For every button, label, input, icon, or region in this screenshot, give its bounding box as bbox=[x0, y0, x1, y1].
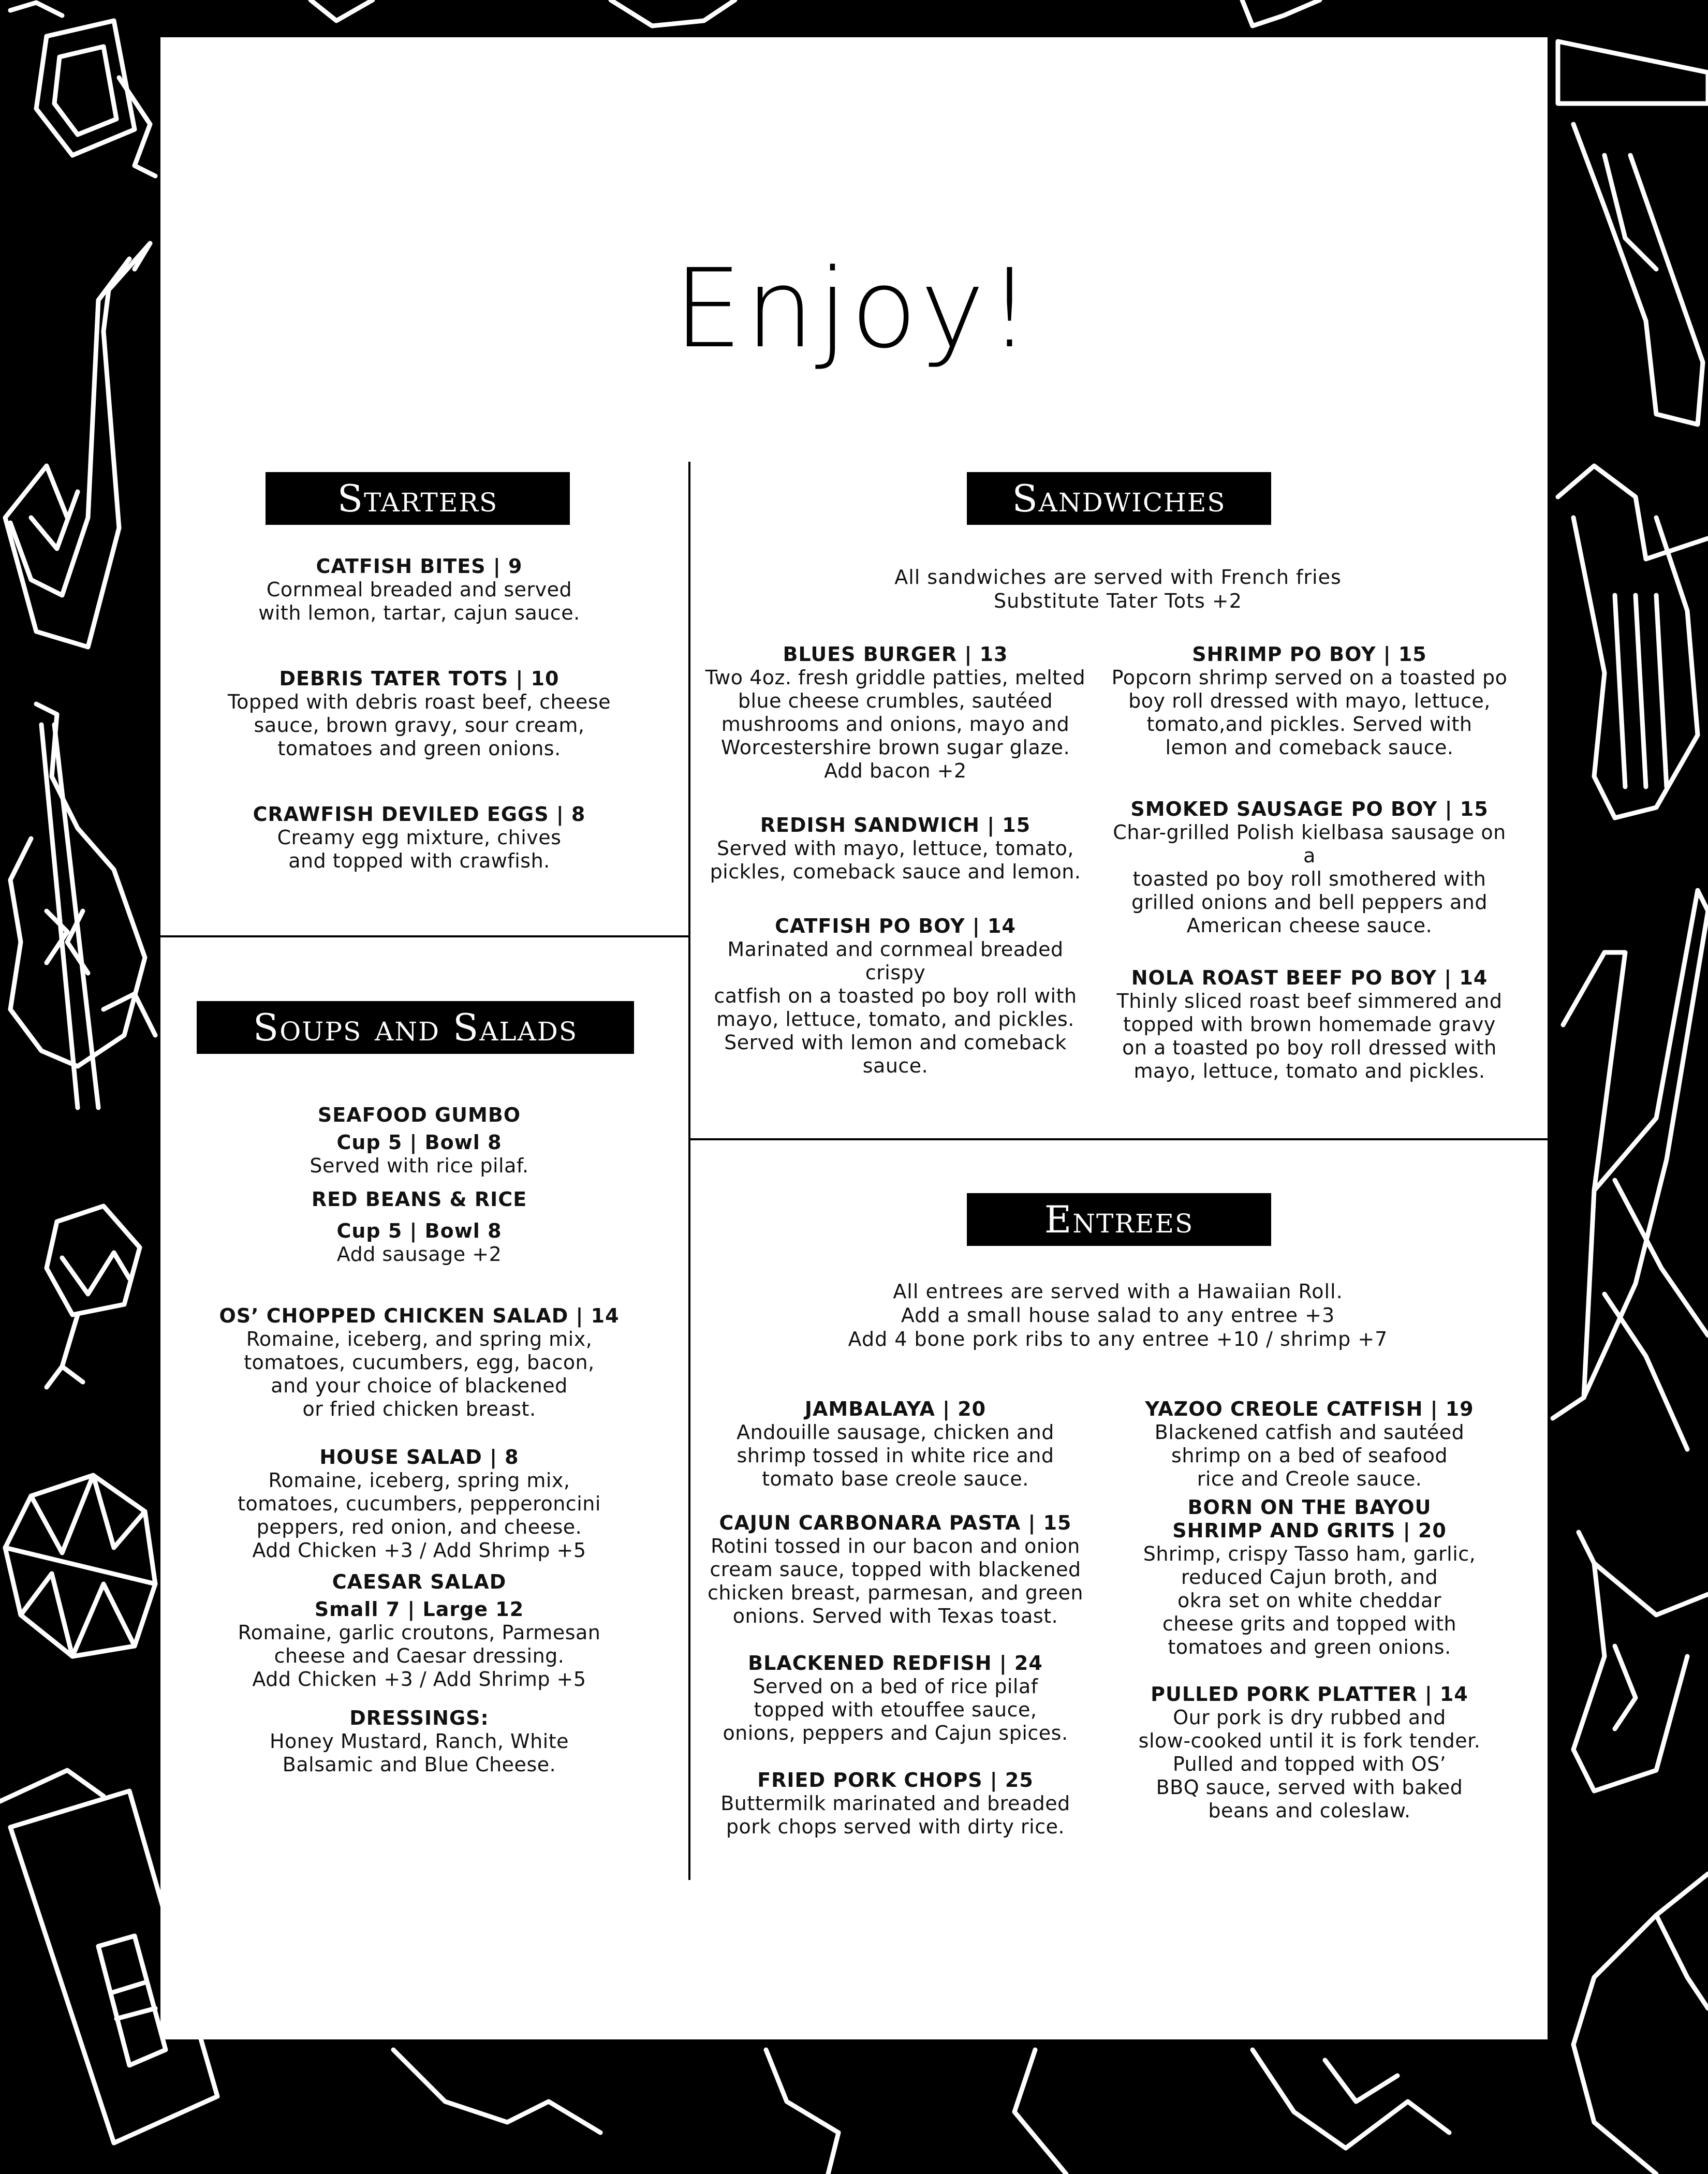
menu-item bbox=[1108, 1496, 1511, 1659]
menu-item bbox=[699, 1652, 1092, 1745]
item-name: DEBRIS TATER TOTS | 10 bbox=[279, 667, 559, 690]
item-name: CATFISH PO BOY | 14 bbox=[775, 915, 1016, 937]
item-description: Buttermilk marinated and breaded pork chops served with dirty rice. bbox=[720, 1792, 1070, 1838]
drumsticks-icon bbox=[1553, 890, 1708, 1449]
item-name: SHRIMP PO BOY | 15 bbox=[1192, 643, 1427, 666]
menu-item bbox=[181, 1188, 657, 1266]
upright-bass-icon bbox=[10, 704, 155, 1108]
item-description: Romaine, iceberg, spring mix, tomatoes, cucumbers, pepperoncini peppers, red onion, and cheese. Add Chicken +3 / Add Shrimp +5 bbox=[238, 1469, 601, 1562]
menu-item bbox=[181, 1104, 657, 1178]
item-name: FRIED PORK CHOPS | 25 bbox=[757, 1769, 1034, 1791]
starters-list bbox=[181, 555, 657, 873]
sandwiches-left-column bbox=[699, 643, 1092, 1078]
item-description: Topped with debris roast beef, cheese sauce, brown gravy, sour cream, tomatoes and green onions. bbox=[227, 691, 611, 760]
item-price: Cup 5 | Bowl 8 bbox=[336, 1131, 502, 1154]
horizontal-divider-left bbox=[160, 935, 689, 937]
soups-salads-heading: Soups and Salads bbox=[197, 1001, 634, 1054]
item-name: PULLED PORK PLATTER | 14 bbox=[1151, 1683, 1468, 1706]
item-description: Honey Mustard, Ranch, White Balsamic and Blue Cheese. bbox=[269, 1730, 569, 1776]
item-name: HOUSE SALAD | 8 bbox=[319, 1446, 519, 1468]
menu-item bbox=[699, 643, 1092, 783]
saxophone-icon bbox=[5, 243, 150, 647]
item-description: Blackened catfish and sautéed shrimp on a bed of seafood rice and Creole sauce. bbox=[1154, 1421, 1465, 1490]
trumpet-icon bbox=[393, 2050, 1449, 2174]
entrees-left-column bbox=[699, 1398, 1092, 1839]
item-description: Romaine, garlic croutons, Parmesan cheese and Caesar dressing. Add Chicken +3 / Add Shrimp +5 bbox=[238, 1621, 601, 1691]
soups-salads-list bbox=[181, 1104, 657, 1776]
menu-item bbox=[1108, 798, 1511, 937]
menu-item bbox=[1108, 966, 1511, 1083]
banjo-icon bbox=[1558, 41, 1708, 818]
item-description: Romaine, iceberg, and spring mix, tomatoes, cucumbers, egg, bacon, and your choice of blackened or fried chicken breast. bbox=[244, 1328, 595, 1420]
menu-item bbox=[699, 814, 1092, 884]
entrees-right-column bbox=[1108, 1398, 1511, 1823]
menu-item bbox=[1108, 1683, 1511, 1823]
item-description: Cornmeal breaded and served with lemon, tartar, cajun sauce. bbox=[258, 578, 580, 624]
menu-item bbox=[181, 667, 657, 760]
entrees-heading: Entrees bbox=[967, 1193, 1271, 1246]
sandwiches-right-column bbox=[1108, 643, 1511, 1083]
item-description: Marinated and cornmeal breaded crispy catfish on a toasted po boy roll with mayo, lettuce, tomato, and pickles. Served with lemon and comeback sauce. bbox=[714, 938, 1077, 1077]
item-description: Thinly sliced roast beef simmered and topped with brown homemade gravy on a toasted po boy roll dressed with mayo, lettuce, tomato and pickles. bbox=[1116, 990, 1503, 1082]
menu-item bbox=[181, 555, 657, 625]
item-name: DRESSINGS: bbox=[349, 1707, 489, 1729]
menu-item bbox=[181, 1446, 657, 1562]
sandwiches-heading: Sandwiches bbox=[967, 472, 1271, 525]
menu-item bbox=[1108, 1398, 1511, 1491]
lantern-icon bbox=[10, 3, 155, 176]
item-description: Char-grilled Polish kielbasa sausage on a toasted po boy roll smothered with grilled onions and bell peppers and American cheese sauce. bbox=[1113, 821, 1506, 937]
entrees-note: All entrees are served with a Hawaiian Roll. Add a small house salad to any entree +3 Add 4 bone pork ribs to any entree +10 / shrimp +7 bbox=[848, 1280, 1388, 1350]
item-price: Small 7 | Large 12 bbox=[314, 1598, 524, 1621]
horizontal-divider-right bbox=[689, 1138, 1548, 1140]
page-title: Enjoy! bbox=[673, 245, 1035, 372]
item-name: BLACKENED REDFISH | 24 bbox=[748, 1652, 1043, 1674]
item-name: NOLA ROAST BEEF PO BOY | 14 bbox=[1131, 966, 1488, 989]
starters-heading: Starters bbox=[266, 472, 570, 525]
item-name: CATFISH BITES | 9 bbox=[316, 555, 523, 578]
item-name: REDISH SANDWICH | 15 bbox=[760, 814, 1031, 836]
item-name: BORN ON THE BAYOU SHRIMP AND GRITS | 20 bbox=[1172, 1496, 1447, 1542]
menu-item bbox=[699, 1398, 1092, 1491]
item-name: CRAWFISH DEVILED EGGS | 8 bbox=[253, 803, 586, 826]
item-name: SEAFOOD GUMBO bbox=[317, 1104, 521, 1126]
menu-item bbox=[699, 915, 1092, 1078]
item-price: Cup 5 | Bowl 8 bbox=[336, 1220, 502, 1242]
menu-item bbox=[699, 1511, 1092, 1628]
item-description: Popcorn shrimp served on a toasted po boy roll dressed with mayo, lettuce, tomato,and pickles. Served with lemon and comeback sauce. bbox=[1111, 666, 1508, 759]
item-description: Two 4oz. fresh griddle patties, melted blue cheese crumbles, sautéed mushrooms and onions, mayo and Worcestershire brown sugar glaze. Add bacon +2 bbox=[705, 666, 1086, 782]
sandwiches-note: All sandwiches are served with French fries Substitute Tater Tots +2 bbox=[894, 566, 1342, 612]
item-name: OS’ CHOPPED CHICKEN SALAD | 14 bbox=[219, 1304, 620, 1327]
item-description: Served with rice pilaf. bbox=[310, 1154, 529, 1177]
item-name: CAESAR SALAD bbox=[332, 1570, 507, 1593]
item-description: Add sausage +2 bbox=[336, 1243, 502, 1266]
guitar-icon bbox=[1573, 1532, 1708, 2174]
item-description: Our pork is dry rubbed and slow-cooked until it is fork tender. Pulled and topped with OS’ BBQ sauce, served with baked beans and coleslaw. bbox=[1138, 1706, 1481, 1822]
menu-item bbox=[181, 1304, 657, 1421]
item-name: SMOKED SAUSAGE PO BOY | 15 bbox=[1130, 798, 1489, 820]
item-name: JAMBALAYA | 20 bbox=[804, 1398, 986, 1420]
maraca-icon bbox=[47, 1206, 140, 1387]
menu-item bbox=[181, 1570, 657, 1691]
trumpet-icon bbox=[311, 0, 1320, 26]
item-description: Served on a bed of rice pilaf topped with etouffee sauce, onions, peppers and Cajun spices. bbox=[723, 1675, 1068, 1744]
item-description: Andouille sausage, chicken and shrimp tossed in white rice and tomato base creole sauce. bbox=[737, 1421, 1054, 1490]
item-description: Served with mayo, lettuce, tomato, pickles, comeback sauce and lemon. bbox=[710, 837, 1081, 883]
drum-icon bbox=[5, 1475, 155, 1656]
item-name: YAZOO CREOLE CATFISH | 19 bbox=[1145, 1398, 1474, 1420]
menu-item bbox=[181, 803, 657, 873]
item-name: CAJUN CARBONARA PASTA | 15 bbox=[719, 1511, 1072, 1534]
item-description: Rotini tossed in our bacon and onion cream sauce, topped with blackened chicken breast, parmesan, and green onions. Served with Texas toast. bbox=[708, 1535, 1083, 1627]
menu-item bbox=[181, 1707, 657, 1776]
menu-item bbox=[1108, 643, 1511, 759]
item-description: Shrimp, crispy Tasso ham, garlic, reduced Cajun broth, and okra set on white cheddar cheese grits and topped with tomatoes and green onions. bbox=[1143, 1543, 1476, 1658]
menu-panel bbox=[160, 37, 1548, 2039]
item-description: Creamy egg mixture, chives and topped with crawfish. bbox=[277, 826, 562, 872]
item-name: RED BEANS & RICE bbox=[311, 1188, 527, 1211]
item-name: BLUES BURGER | 13 bbox=[783, 643, 1008, 666]
menu-item bbox=[699, 1769, 1092, 1839]
vertical-divider bbox=[688, 462, 690, 1880]
